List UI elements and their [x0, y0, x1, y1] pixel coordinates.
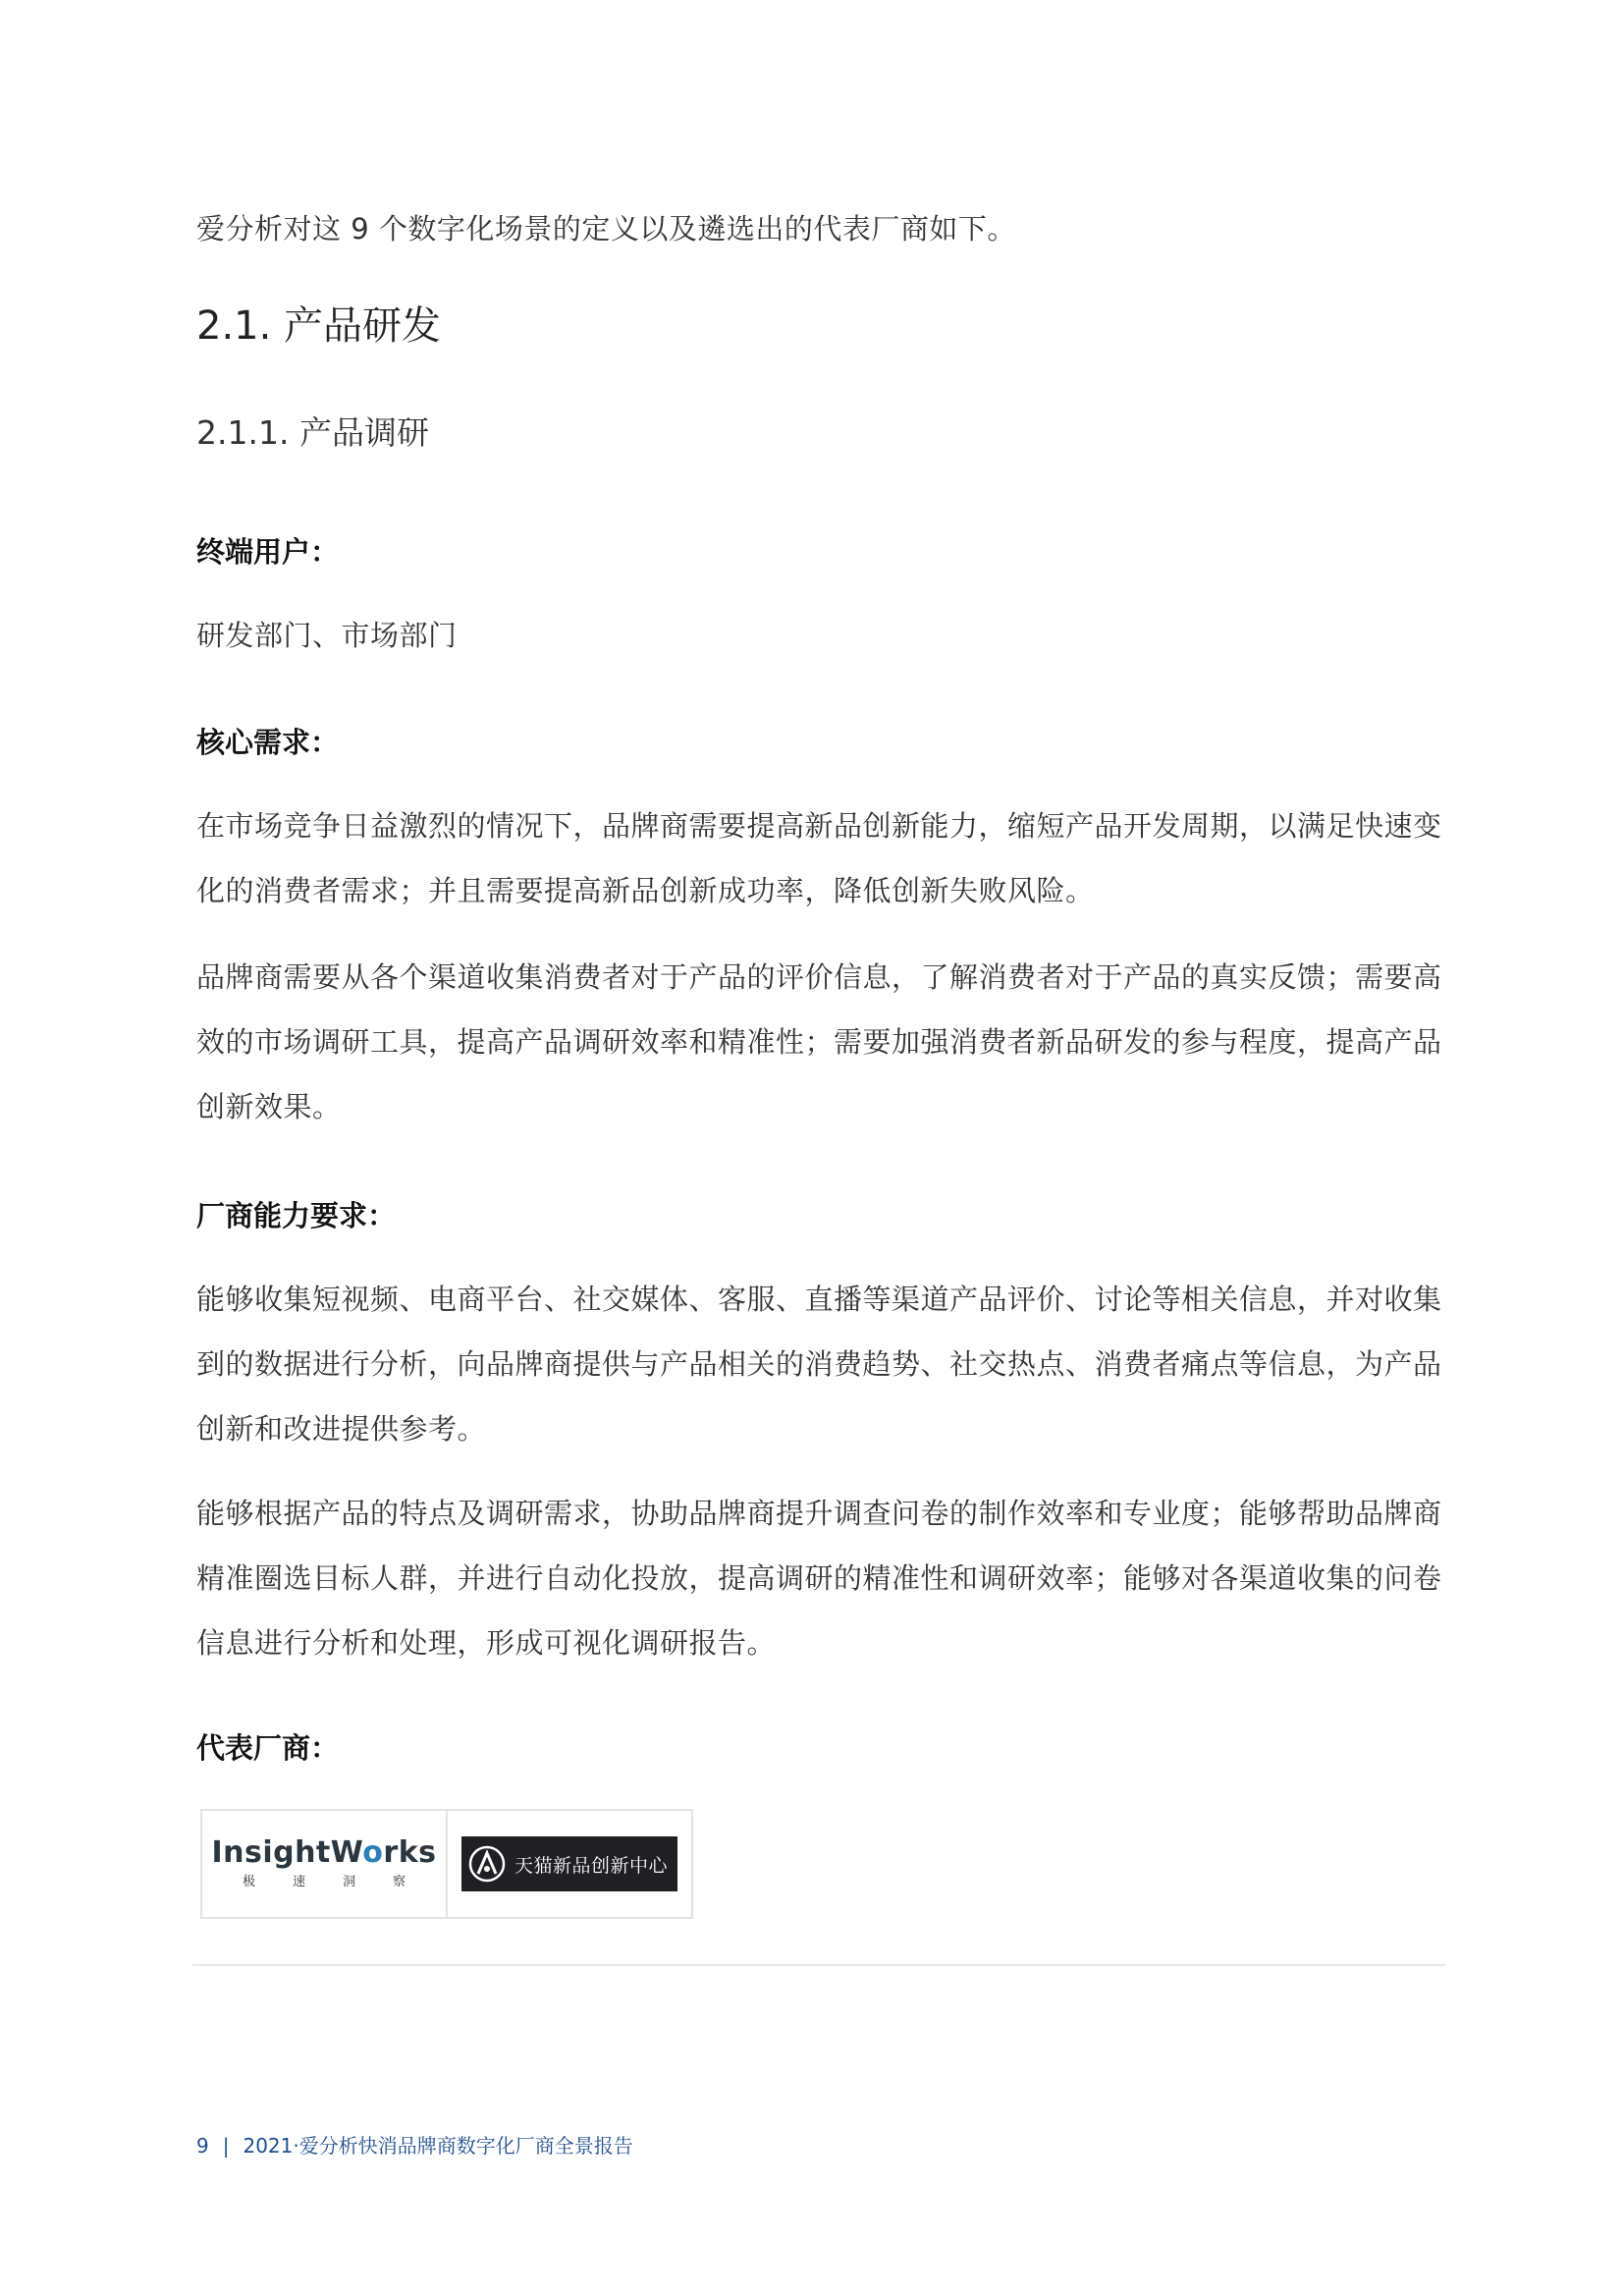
- vendor-logo-strip: [200, 1809, 693, 1919]
- subsection-heading: 2.1.1. 产品调研: [196, 413, 429, 452]
- vendor-insightworks: [202, 1811, 446, 1917]
- core-needs-paragraph-1: 在市场竞争日益激烈的情况下，品牌商需要提高新品创新能力，缩短产品开发周期，以满足快速变化的消费者需求；并且需要提高新品创新成功率，降低创新失败风险。: [196, 809, 1442, 907]
- representative-vendors-label: 代表厂商：: [196, 1731, 340, 1765]
- triangle-a-icon: [467, 1844, 507, 1884]
- end-users-label: 终端用户：: [196, 535, 340, 569]
- section-heading: 2.1. 产品研发: [196, 303, 442, 349]
- vendor-capabilities-label: 厂商能力要求：: [196, 1199, 397, 1232]
- end-users-text: 研发部门、市场部门: [196, 619, 458, 652]
- document-page: [196, 0, 1443, 2296]
- vendor-capabilities-paragraph-2: 能够根据产品的特点及调研需求，协助品牌商提升调查问卷的制作效率和专业度；能够帮助品牌商精准圈选目标人群，并进行自动化投放，提高调研的精准性和调研效率；能够对各渠道收集的问卷信息进行分析和处理，形成可视化调研报告。: [196, 1497, 1442, 1660]
- vendor-tmall-innovation-center: [446, 1811, 691, 1917]
- section-divider: [192, 1964, 1445, 1966]
- vendor-capabilities-paragraph-1: 能够收集短视频、电商平台、社交媒体、客服、直播等渠道产品评价、讨论等相关信息，并对收集到的数据进行分析，向品牌商提供与产品相关的消费趋势、社交热点、消费者痛点等信息，为产品创新和改进提供参考。: [196, 1283, 1442, 1446]
- core-needs-label: 核心需求：: [196, 726, 340, 759]
- core-needs-paragraph-2: 品牌商需要从各个渠道收集消费者对于产品的评价信息，了解消费者对于产品的真实反馈；需要高效的市场调研工具，提高产品调研效率和精准性；需要加强消费者新品研发的参与程度，提高产品创新效果。: [196, 960, 1442, 1123]
- intro-paragraph: 爱分析对这 9 个数字化场景的定义以及遴选出的代表厂商如下。: [196, 212, 1016, 246]
- page-number: 9: [196, 2134, 209, 2158]
- insightworks-o-mark: o: [362, 1835, 384, 1870]
- footer-separator: |: [222, 2134, 230, 2158]
- tmall-innovation-logo: [461, 1836, 677, 1891]
- report-title: 2021·爱分析快消品牌商数字化厂商全景报告: [243, 2134, 633, 2158]
- insightworks-logo: [205, 1836, 443, 1891]
- insightworks-wordmark: InsightWorks: [211, 1835, 437, 1870]
- insightworks-subtitle: 极速洞察: [242, 1875, 443, 1889]
- page-footer: [196, 2131, 633, 2160]
- tmall-innovation-name: 天猫新品创新中心: [514, 1854, 669, 1877]
